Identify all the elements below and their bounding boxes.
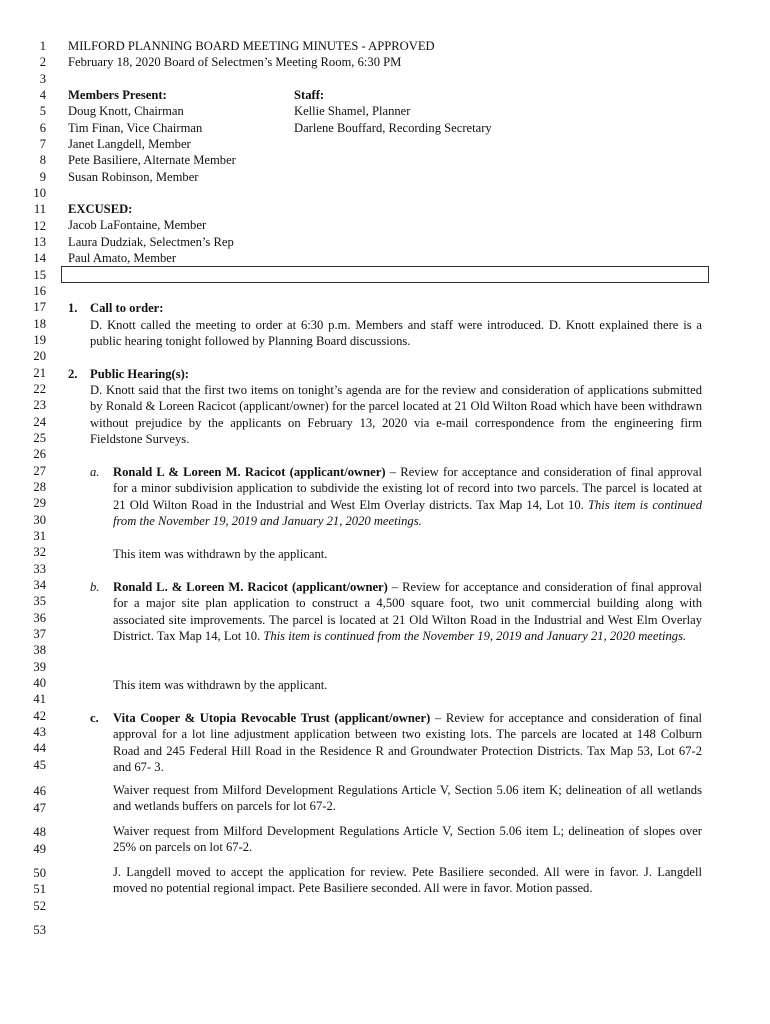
line-number: 32: [33, 545, 46, 559]
line-number: 3: [39, 72, 46, 86]
applicant-name: Ronald L. & Loreen M. Racicot (applicant/owner): [113, 580, 388, 594]
withdrawn-note: This item was withdrawn by the applicant.: [113, 547, 328, 561]
line-number: 52: [33, 899, 46, 913]
line-number: 42: [33, 709, 46, 723]
document-title: MILFORD PLANNING BOARD MEETING MINUTES - APPROVED: [68, 39, 435, 53]
continuation-note: This item is continued from the November 19, 2019 and January 21, 2020 meetings.: [113, 497, 702, 528]
line-number: 49: [33, 842, 46, 856]
withdrawn-note: This item was withdrawn by the applicant.: [113, 678, 328, 692]
line-number: 19: [33, 333, 46, 347]
line-number: 34: [33, 578, 46, 592]
line-number: 44: [33, 741, 46, 755]
line-number: 5: [39, 104, 46, 118]
meeting-date-location: February 18, 2020 Board of Selectmen’s Meeting Room, 6:30 PM: [68, 55, 402, 69]
excused-heading: EXCUSED:: [68, 202, 133, 216]
member-item: Susan Robinson, Member: [68, 170, 199, 184]
item-letter: b.: [90, 580, 100, 594]
section-heading: Public Hearing(s):: [90, 367, 189, 381]
staff-heading: Staff:: [294, 88, 325, 102]
line-number: 23: [33, 398, 46, 412]
line-number: 46: [33, 784, 46, 798]
excused-item: Laura Dudziak, Selectmen’s Rep: [68, 235, 234, 249]
section-body: D. Knott called the meeting to order at 6:30 p.m. Members and staff were introduced. D. Knott explained there is a public hearing tonight followed by Planning Board discussions.: [90, 318, 702, 349]
line-number: 41: [33, 692, 46, 706]
section-number: 1.: [68, 301, 78, 315]
line-number: 51: [33, 882, 46, 896]
line-number: 31: [33, 529, 46, 543]
line-number: 39: [33, 660, 46, 674]
line-number: 11: [33, 202, 46, 216]
line-number: 6: [39, 121, 46, 135]
line-number: 12: [33, 219, 46, 233]
applicant-name: Ronald L & Loreen M. Racicot (applicant/owner): [113, 465, 386, 479]
line-number: 15: [33, 268, 46, 282]
line-number: 14: [33, 251, 46, 265]
line-number: 35: [33, 594, 46, 608]
line-number: 16: [33, 284, 46, 298]
section-heading: Call to order:: [90, 301, 164, 315]
line-number: 36: [33, 611, 46, 625]
item-description: – Review for acceptance and consideration of final approval for a lot line adjustment application between two existing lots. The parcels are located at 148 Colburn Road and 245 Federal Hill Road in the Residence R and Groundwater Protection Districts. Tax Map 53, Lot 67-2 and 67- 3.: [113, 711, 702, 774]
member-item: Tim Finan, Vice Chairman: [68, 121, 203, 135]
line-number: 10: [33, 186, 46, 200]
line-number: 25: [33, 431, 46, 445]
motion-text: J. Langdell moved to accept the application for review. Pete Basiliere seconded. All were in favor. J. Langdell moved no potential regional impact. Pete Basiliere seconded. All were in favor. Motion passed.: [113, 865, 702, 896]
line-number: 26: [33, 447, 46, 461]
line-number: 24: [33, 415, 46, 429]
line-number: 45: [33, 758, 46, 772]
line-number: 4: [39, 88, 46, 102]
staff-item: Kellie Shamel, Planner: [294, 104, 411, 118]
separator-box: [61, 266, 709, 283]
line-number: 7: [39, 137, 46, 151]
agenda-item-b: [113, 579, 702, 644]
line-number: 40: [33, 676, 46, 690]
member-item: Doug Knott, Chairman: [68, 104, 184, 118]
item-description: – Review for acceptance and consideration of final approval for a minor subdivision application to subdivide the existing lot of record into two parcels. The parcel is located at 21 Old Wilton Road in the Industrial and West Elm Overlay districts. Tax Map 14, Lot 10.: [113, 465, 702, 512]
line-number: 17: [33, 300, 46, 314]
excused-item: Jacob LaFontaine, Member: [68, 218, 207, 232]
line-number: 18: [33, 317, 46, 331]
section-number: 2.: [68, 367, 78, 381]
line-number: 8: [39, 153, 46, 167]
line-number: 28: [33, 480, 46, 494]
line-number: 38: [33, 643, 46, 657]
line-number: 13: [33, 235, 46, 249]
member-item: Pete Basiliere, Alternate Member: [68, 153, 236, 167]
waiver-request: Waiver request from Milford Development Regulations Article V, Section 5.06 item K; delineation of all wetlands and wetlands buffers on parcels for lot 67-2.: [113, 783, 702, 814]
line-number: 21: [33, 366, 46, 380]
line-number: 27: [33, 464, 46, 478]
item-description: – Review for acceptance and consideration of final approval for a major site plan application to construct a 4,500 square foot, two unit commercial building along with associated site improvements. The parcel is located at 21 Old Wilton Road in the Industrial and West Elm Overlay District. Tax Map 14, Lot 10.: [113, 580, 703, 643]
line-number: 48: [33, 825, 46, 839]
line-number: 33: [33, 562, 46, 576]
item-letter: c.: [90, 711, 99, 725]
line-number: 53: [33, 923, 46, 937]
line-number: 2: [39, 55, 46, 69]
line-number: 22: [33, 382, 46, 396]
line-number: 1: [39, 39, 46, 53]
members-heading: Members Present:: [68, 88, 167, 102]
applicant-name: Vita Cooper & Utopia Revocable Trust (applicant/owner): [113, 711, 431, 725]
agenda-item-a: [113, 464, 702, 529]
agenda-item-c: [113, 710, 702, 775]
line-number: 30: [33, 513, 46, 527]
line-number: 47: [33, 801, 46, 815]
item-letter: a.: [90, 465, 100, 479]
line-number: 9: [39, 170, 46, 184]
line-number: 37: [33, 627, 46, 641]
excused-item: Paul Amato, Member: [68, 251, 177, 265]
member-item: Janet Langdell, Member: [68, 137, 191, 151]
section-body: D. Knott said that the first two items on tonight’s agenda are for the review and consideration of applications submitted by Ronald & Loreen Racicot (applicant/owner) for the parcel located at 21 Old Wilton Road which have been withdrawn without prejudice by the applicants on February 13, 2020 via e-mail correspondence from the engineering firm Fieldstone Surveys.: [90, 383, 702, 446]
staff-item: Darlene Bouffard, Recording Secretary: [294, 121, 492, 135]
line-number: 20: [33, 349, 46, 363]
line-number: 43: [33, 725, 46, 739]
waiver-request: Waiver request from Milford Development Regulations Article V, Section 5.06 item L; delineation of slopes over 25% on parcels on lot 67-2.: [113, 824, 702, 855]
line-number: 29: [33, 496, 46, 510]
line-number: 50: [33, 866, 46, 880]
continuation-note: This item is continued from the November 19, 2019 and January 21, 2020 meetings.: [263, 628, 687, 643]
